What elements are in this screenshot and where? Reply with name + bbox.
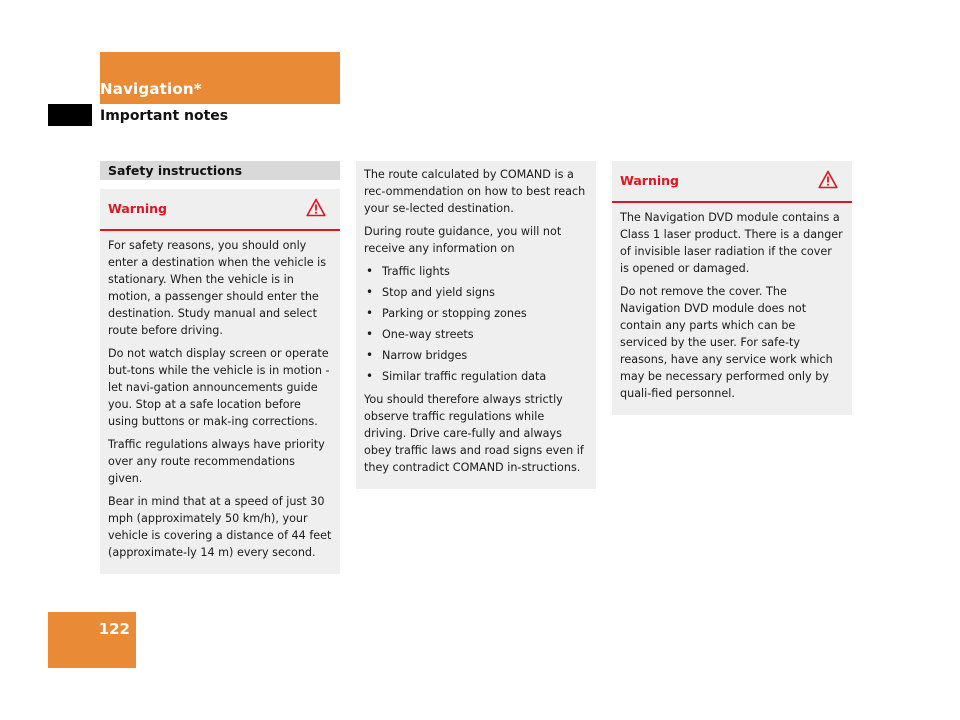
warning-label: Warning [108, 201, 167, 216]
warning-body [100, 231, 340, 574]
column-dvd-warning [612, 161, 852, 415]
list-item: • Parking or stopping zones [364, 305, 588, 322]
warning-header [100, 189, 340, 231]
page-number: 122 [98, 620, 130, 638]
route-paragraph: The route calculated by COMAND is a rec-ommendation on how to best reach your se-lected destination. [364, 168, 586, 215]
warning-paragraph: The Navigation DVD module contains a Class 1 laser product. There is a danger of invisible laser radiation if the cover is opened or damaged. [620, 211, 843, 275]
warning-paragraph: Bear in mind that at a speed of just 30 mph (approximately 50 km/h), your vehicle is covering a distance of 44 feet (approximate-ly 14 m) every second. [108, 495, 332, 559]
column-safety-instructions [100, 161, 340, 574]
warning-label: Warning [620, 173, 679, 188]
page-number-box [48, 612, 136, 668]
route-paragraph: During route guidance, you will not receive any information on [364, 225, 562, 255]
section-subtitle: Important notes [100, 108, 229, 124]
warning-paragraph: For safety reasons, you should only enter a destination when the vehicle is stationary. When the vehicle is in motion, a passenger should enter the destination. Study manual and select route before driving. [108, 239, 327, 337]
warning-body [612, 203, 852, 415]
warning-box-dvd [612, 161, 852, 415]
warning-box-safety [100, 189, 340, 574]
warning-triangle-icon [818, 170, 838, 189]
list-item: • Stop and yield signs [364, 284, 588, 301]
route-info-box [356, 161, 596, 489]
route-info-list [364, 263, 588, 385]
warning-header [612, 161, 852, 203]
list-item: • One-way streets [364, 326, 588, 343]
warning-paragraph: Do not watch display screen or operate but-tons while the vehicle is in motion - let navi-gation announcements guide you. Stop at a safe location before using buttons or mak-ing corrections. [108, 347, 330, 428]
list-item: • Similar traffic regulation data [364, 368, 588, 385]
safety-instructions-heading: Safety instructions [100, 161, 340, 180]
list-item: • Narrow bridges [364, 347, 588, 364]
section-title: Navigation* [100, 80, 202, 98]
warning-triangle-icon [306, 198, 326, 217]
route-paragraph: You should therefore always strictly observe traffic regulations while driving. Drive care-fully and always obey traffic laws and road signs even if they contradict COMAND in-structions. [364, 393, 584, 474]
warning-paragraph: Do not remove the cover. The Navigation DVD module does not contain any parts which can be serviced by the user. For safe-ty reasons, have any service work which may be necessary performed only by quali-fied personnel. [620, 285, 833, 400]
list-item: • Traffic lights [364, 263, 588, 280]
warning-paragraph: Traffic regulations always have priority over any route recommendations given. [108, 438, 325, 485]
header-tab-marker [48, 104, 92, 126]
column-route-info [356, 161, 596, 489]
